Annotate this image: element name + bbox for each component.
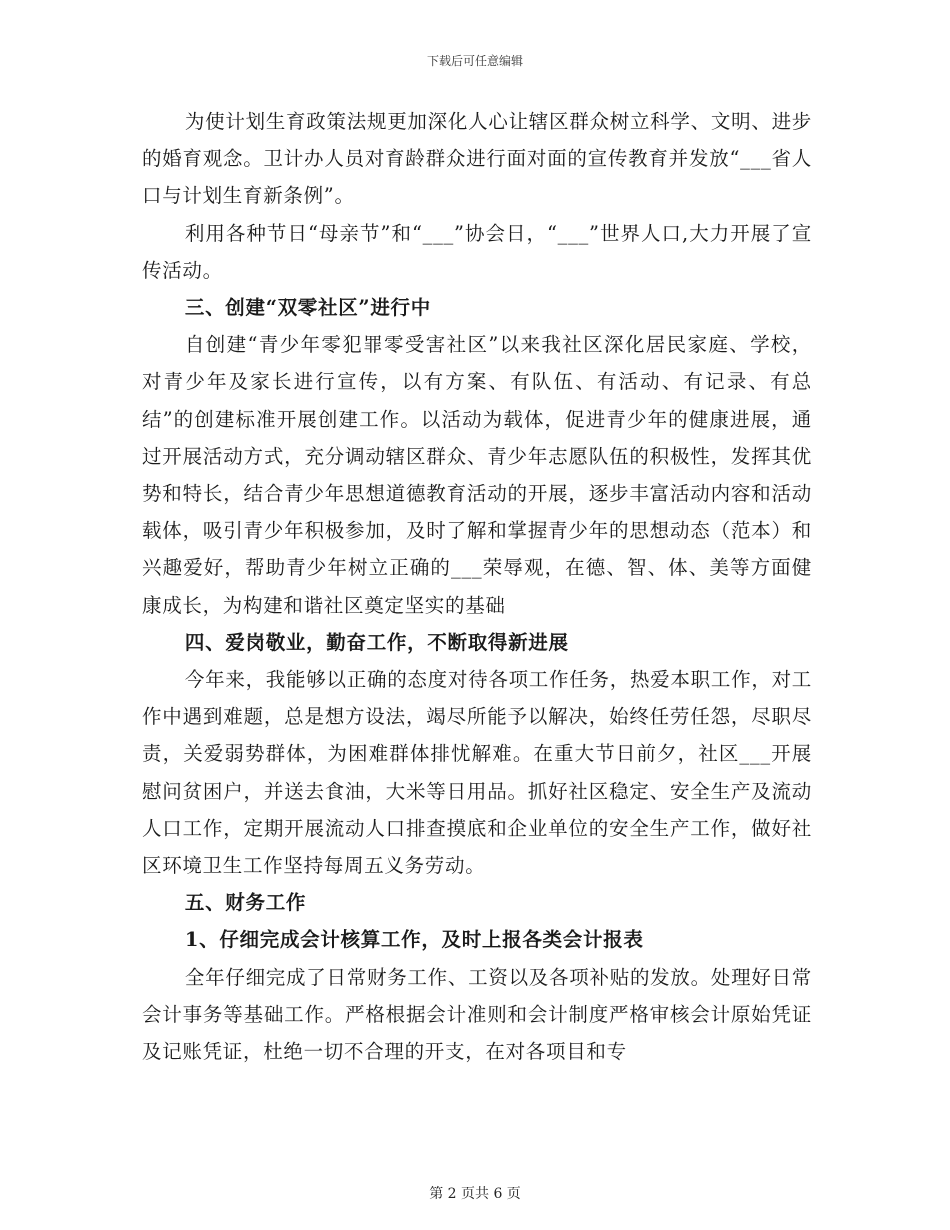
paragraph-3: 自创建“青少年零犯罪零受害社区”以来我社区深化居民家庭、学校，对青少年及家长进行宣传，以有方案、有队伍、有活动、有记录、有总结”的创建标准开展创建工作。以活动为载体，促进青少年的健康进展，通过开展活动方式，充分调动辖区群众、青少年志愿队伍的积极性，发挥其优势和特长，结合青少年思想道德教育活动的开展，逐步丰富活动内容和活动载体，吸引青少年积极参加，及时了解和掌握青少年的思想动态（范本）和兴趣爱好，帮助青少年树立正确的___荣辱观，在德、智、体、美等方面健康成长，为构建和谐社区奠定坚实的基础 [142,333,812,617]
document-body [142,103,812,1070]
page-header: 下载后可任意编辑 [426,54,523,68]
paragraph-5: 全年仔细完成了日常财务工作、工资以及各项补贴的发放。处理好日常会计事务等基础工作。严格根据会计准则和会计制度严格审核会计原始凭证及记账凭证，杜绝一切不合理的开支，在对各项目和专 [142,965,812,1064]
section-heading-3: 三、创建“双零社区”进行中 [184,296,431,320]
paragraph-2: 利用各种节日“母亲节”和“___”协会日，“___”世界人口,大力开展了宣传活动。 [142,221,812,282]
section-heading-5: 五、财务工作 [184,891,307,915]
page-footer: 第 2 页共 6 页 [429,1186,521,1202]
paragraph-4: 今年来，我能够以正确的态度对待各项工作任务，热爱本职工作，对工作中遇到难题，总是想方设法，竭尽所能予以解决，始终任劳任怨，尽职尽责，关爱弱势群体，为困难群体排忧解难。在重大节日前夕，社区___开展慰问贫困户，并送去食油，大米等日用品。抓好社区稳定、安全生产及流动人口工作，定期开展流动人口排查摸底和企业单位的安全生产工作，做好社区环境卫生工作坚持每周五义务劳动。 [142,668,812,878]
section-heading-4: 四、爱岗敬业，勤奋工作，不断取得新进展 [184,630,569,654]
subsection-heading-5-1: 1、仔细完成会计核算工作，及时上报各类会计报表 [184,928,644,952]
paragraph-1: 为使计划生育政策法规更加深化人心让辖区群众树立科学、文明、进步的婚育观念。卫计办人员对育龄群众进行面对面的宣传教育并发放“___省人口与计划生育新条例”。 [142,110,812,208]
